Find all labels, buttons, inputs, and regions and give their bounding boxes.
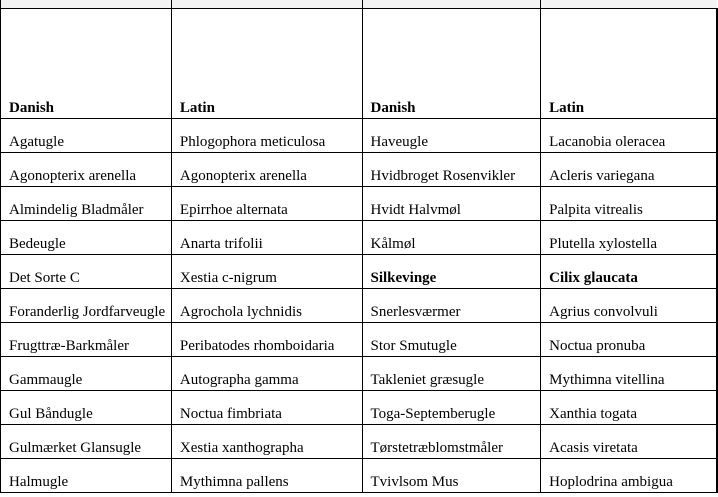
- latin-name-cell[interactable]: Mythimna vitellina: [541, 357, 717, 391]
- latin-name-cell[interactable]: Xestia xanthographa: [171, 425, 362, 459]
- header-cell-danish-1[interactable]: Danish: [1, 9, 172, 119]
- latin-name-cell[interactable]: Xestia c-nigrum: [171, 255, 362, 289]
- latin-name-cell[interactable]: Autographa gamma: [171, 357, 362, 391]
- table-row: [1, 119, 718, 153]
- latin-name-cell[interactable]: Anarta trifolii: [171, 221, 362, 255]
- danish-name-cell[interactable]: Agatugle: [1, 119, 172, 153]
- header-cell-latin-2[interactable]: Latin: [541, 9, 717, 119]
- column-header-cell[interactable]: [541, 0, 717, 9]
- header-cell-latin-1[interactable]: Latin: [171, 9, 362, 119]
- danish-name-cell[interactable]: Bedeugle: [1, 221, 172, 255]
- table-row: [1, 187, 718, 221]
- latin-name-cell[interactable]: Palpita vitrealis: [541, 187, 717, 221]
- table-row: [1, 289, 718, 323]
- danish-name-cell[interactable]: Hvidbroget Rosenvikler: [362, 153, 541, 187]
- table-row: [1, 391, 718, 425]
- danish-name-cell[interactable]: Snerlesværmer: [362, 289, 541, 323]
- danish-name-cell[interactable]: Gul Båndugle: [1, 391, 172, 425]
- column-header-row: [1, 0, 718, 9]
- latin-name-cell[interactable]: Acleris variegana: [541, 153, 717, 187]
- latin-name-cell[interactable]: Noctua fimbriata: [171, 391, 362, 425]
- table-row: [1, 153, 718, 187]
- danish-name-cell[interactable]: Silkevinge: [362, 255, 541, 289]
- danish-name-cell[interactable]: Det Sorte C: [1, 255, 172, 289]
- table-row: [1, 221, 718, 255]
- header-cell-danish-2[interactable]: Danish: [362, 9, 541, 119]
- column-header-cell[interactable]: [1, 0, 172, 9]
- latin-name-cell[interactable]: Mythimna pallens: [171, 459, 362, 493]
- header-row: [1, 9, 718, 119]
- danish-name-cell[interactable]: Halmugle: [1, 459, 172, 493]
- danish-name-cell[interactable]: Gammaugle: [1, 357, 172, 391]
- danish-name-cell[interactable]: Kålmøl: [362, 221, 541, 255]
- danish-name-cell[interactable]: Toga-Septemberugle: [362, 391, 541, 425]
- danish-name-cell[interactable]: Almindelig Bladmåler: [1, 187, 172, 221]
- danish-name-cell[interactable]: Foranderlig Jordfarveugle: [1, 289, 172, 323]
- table-row: [1, 323, 718, 357]
- latin-name-cell[interactable]: Noctua pronuba: [541, 323, 717, 357]
- danish-name-cell[interactable]: Haveugle: [362, 119, 541, 153]
- danish-name-cell[interactable]: Stor Smutugle: [362, 323, 541, 357]
- table-row: [1, 357, 718, 391]
- latin-name-cell[interactable]: Agrochola lychnidis: [171, 289, 362, 323]
- latin-name-cell[interactable]: Plutella xylostella: [541, 221, 717, 255]
- latin-name-cell[interactable]: Peribatodes rhomboidaria: [171, 323, 362, 357]
- latin-name-cell[interactable]: Lacanobia oleracea: [541, 119, 717, 153]
- column-header-cell[interactable]: [171, 0, 362, 9]
- table-row: [1, 425, 718, 459]
- latin-name-cell[interactable]: Xanthia togata: [541, 391, 717, 425]
- latin-name-cell[interactable]: Cilix glaucata: [541, 255, 717, 289]
- column-header-cell[interactable]: [362, 0, 541, 9]
- latin-name-cell[interactable]: Agrius convolvuli: [541, 289, 717, 323]
- danish-name-cell[interactable]: Hvidt Halvmøl: [362, 187, 541, 221]
- danish-name-cell[interactable]: Tørstetræblomstmåler: [362, 425, 541, 459]
- latin-name-cell[interactable]: Epirrhoe alternata: [171, 187, 362, 221]
- latin-name-cell[interactable]: Agonopterix arenella: [171, 153, 362, 187]
- table-row: [1, 459, 718, 493]
- danish-name-cell[interactable]: Tvivlsom Mus: [362, 459, 541, 493]
- danish-name-cell[interactable]: Frugttræ-Barkmåler: [1, 323, 172, 357]
- latin-name-cell[interactable]: Hoplodrina ambigua: [541, 459, 717, 493]
- latin-name-cell[interactable]: Acasis viretata: [541, 425, 717, 459]
- danish-name-cell[interactable]: Takleniet græsugle: [362, 357, 541, 391]
- danish-name-cell[interactable]: Gulmærket Glansugle: [1, 425, 172, 459]
- table-row: [1, 255, 718, 289]
- latin-name-cell[interactable]: Phlogophora meticulosa: [171, 119, 362, 153]
- danish-name-cell[interactable]: Agonopterix arenella: [1, 153, 172, 187]
